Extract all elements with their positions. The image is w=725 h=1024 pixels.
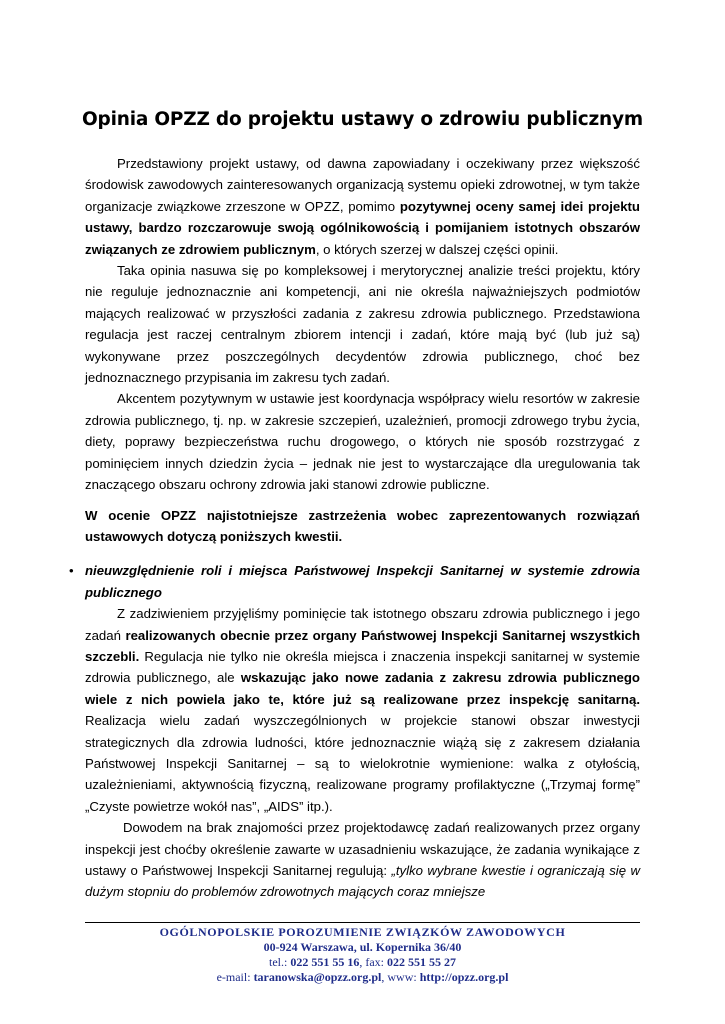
footer-email-label: e-mail: [216,970,254,984]
footer-email-link[interactable]: taranowska@opzz.org.pl [253,970,382,984]
footer-www-label: , www: [381,970,420,984]
paragraph-key-objections: W ocenie OPZZ najistotniejsze zastrzeżenia wobec zaprezentowanych rozwiązań ustawowych dotyczą poniższych kwestii. [85,507,640,544]
paragraph-analysis: Taka opinia nasuwa się po kompleksowej i merytorycznej analizie treści projektu, który nie reguluje jednoznacznie ani kompetencji, ani nie określa najważniejszych podmiotów mających realizować w przyszłości zadania z zakresu zdrowia publicznego. Przedstawiona regulacja jest raczej centralnym zbiorem intencji i zadań, które mają być (lub już są) wykonywane przez poszczególnych decydentów zdrowia publicznego, choć bez jednoznacznego przypisania im zakresu tych zadań. [85,263,640,386]
footer-www-link[interactable]: http://opzz.org.pl [419,970,509,984]
paragraph-omission-text-3: Realizacja wielu zadań wyszczególnionych w projekcie stanowi obszar inwestycji strategicznych dla zdrowia ludności, które jednoznacznie wiążą się z zakresem działania Państwowej Inspekcji Sanitarnej – są to wielokrotnie wymienione: walka z otyłością, uzależnieniami, aktywnością fizyczną, realizowane programy profilaktyczne („Trzymaj formę” „Czyste powietrze wokół nas”, „AIDS” itp.). [85,713,640,814]
bullet-item-sanitary-inspection [69,560,640,903]
paragraph-evidence-text: Dowodem na brak znajomości przez projektodawcę zadań realizowanych przez organy inspekcji jest choćby określenie zawarte w uzasadnieniu wskazujące, że zadania wynikające z ustawy o Państwowej Inspekcji Sanitarnej regulują: [85,820,640,878]
bullet-heading: nieuwzględnienie roli i miejsca Państwowej Inspekcji Sanitarnej w systemie zdrowia publicznego [85,563,640,600]
paragraph-omission-emphasis-1: realizowanych obecnie przez organy Państwowej Inspekcji Sanitarnej wszystkich szczebli. [85,627,640,664]
footer-fax: 022 551 55 27 [386,955,456,969]
paragraph-intro-emphasis: pozytywnej oceny samej idei projektu ustawy, bardzo rozczarowuje swoją ogólnikowością i pomijaniem istotnych obszarów związanych ze zdrowiem publicznym [85,198,640,257]
footer-phone-line [85,955,640,970]
paragraph-intro-text: Przedstawiony projekt ustawy, od dawna zapowiadany i oczekiwany przez większość środowisk zawodowych zainteresowanych organizacją systemu opieki zdrowotnej, w tym także organizacje związkowe zrzeszone w OPZZ, pomimo [85,156,640,214]
paragraph-positive: Akcentem pozytywnym w ustawie jest koordynacja współpracy wielu resortów w zakresie zdrowia publicznego, tj. np. w zakresie szczepień, uzależnień, promocji zdrowego trybu życia, diety, poprawy bezpieczeństwa ruchu drogowego, o których nie sposób rozstrzygać z pominięciem innych dziedzin życia – jednak nie jest to wystarczające dla uregulowania tak znaczącego obszaru ochrony zdrowia jaki stanowi zdrowie publiczne. [85,391,640,493]
paragraph-intro [85,153,640,260]
footer-address: 00-924 Warszawa, ul. Kopernika 36/40 [263,940,462,954]
paragraph-omission-text: Z zadziwieniem przyjęliśmy pominięcie tak istotnego obszaru zdrowia publicznego i jego zadań [85,606,640,643]
footer-divider [85,922,640,923]
paragraph-intro-end: , o których szerzej w dalszej części opinii. [315,241,559,257]
footer [85,925,640,985]
paragraph-evidence [85,817,640,903]
footer-tel: 022 551 55 16 [290,955,360,969]
bullet-icon: • [69,563,74,579]
paragraph-evidence-quote: „tylko wybrane kwestie i ograniczają się w dużym stopniu do problemów zdrowotnych mających coraz mniejsze [85,863,640,900]
paragraph-omission-emphasis-2: wskazując jako nowe zadania z zakresu zdrowia publicznego wiele z nich powiela jako te, które już są realizowane przez inspekcję sanitarną. [85,670,640,707]
document-title: Opinia OPZZ do projektu ustawy o zdrowiu publicznym [82,109,643,130]
paragraph-omission-text-2: Regulacja nie tylko nie określa miejsca i znaczenia inspekcji sanitarnej w systemie zdrowia publicznego, ale [85,648,640,686]
footer-fax-label: , fax: [359,955,387,969]
document-body [69,153,640,903]
footer-tel-label: tel.: [269,955,291,969]
footer-organization: OGÓLNOPOLSKIE POROZUMIENIE ZWIĄZKÓW ZAWODOWYCH [159,925,566,939]
paragraph-omission [85,603,640,817]
footer-contact-line [85,970,640,985]
